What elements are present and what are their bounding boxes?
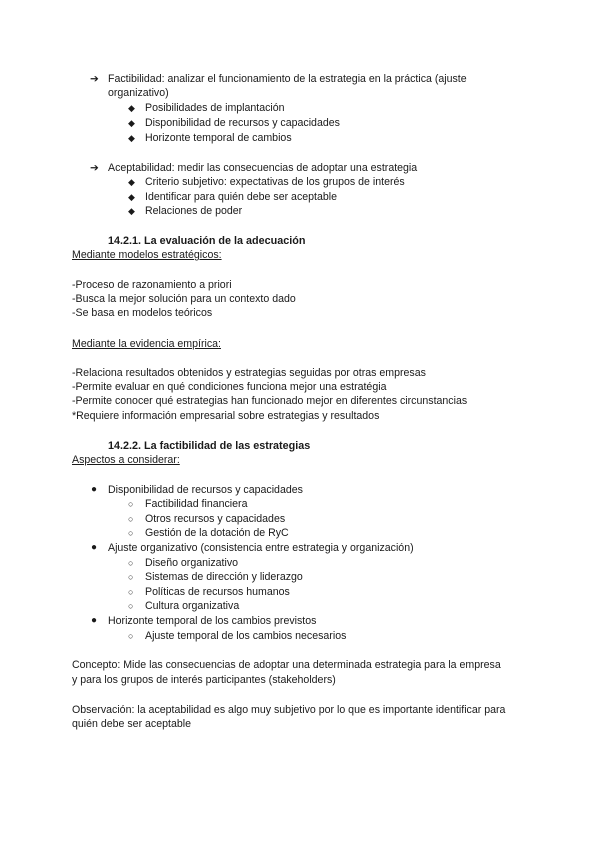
circle-bullet-icon: ○ — [128, 587, 134, 597]
concept-text: Concepto: Mide las consecuencias de adoptar una determinada estrategia para la empresa — [72, 659, 501, 671]
list-item: Diseño organizativo — [145, 557, 239, 569]
circle-bullet-icon: ○ — [128, 514, 134, 524]
list-item: Posibilidades de implantación — [145, 102, 285, 114]
diamond-bullet-icon: ◆ — [128, 192, 135, 202]
list-item: -Busca la mejor solución para un contexto dado — [72, 293, 296, 305]
list-item: Identificar para quién debe ser aceptable — [145, 191, 337, 203]
circle-bullet-icon: ○ — [128, 572, 134, 582]
arrow-bullet-icon: ➔ — [90, 162, 99, 174]
list-item: Criterio subjetivo: expectativas de los grupos de interés — [145, 176, 405, 188]
section-title: 14.2.1. La evaluación de la adecuación — [108, 235, 306, 247]
acceptability-heading: Aceptabilidad: medir las consecuencias de adoptar una estrategia — [108, 162, 418, 174]
list-item: *Requiere información empresarial sobre estrategias y resultados — [72, 410, 380, 422]
disc-bullet-icon: ● — [91, 542, 98, 553]
list-item: -Permite conocer qué estrategias han funcionado mejor en diferentes circunstancias — [72, 395, 468, 407]
disc-bullet-icon: ● — [91, 615, 98, 626]
list-item: Sistemas de dirección y liderazgo — [145, 571, 303, 583]
list-item: -Relaciona resultados obtenidos y estrategias seguidas por otras empresas — [72, 367, 426, 379]
list-item: -Permite evaluar en qué condiciones funciona mejor una estratégia — [72, 381, 387, 393]
list-item: Políticas de recursos humanos — [145, 586, 290, 598]
arrow-bullet-icon: ➔ — [90, 73, 99, 85]
subheading: Mediante la evidencia empírica: — [72, 338, 221, 350]
circle-bullet-icon: ○ — [128, 499, 134, 509]
subheading: Aspectos a considerar: — [72, 454, 180, 466]
observation-text: Observación: la aceptabilidad es algo muy subjetivo por lo que es importante identificar para — [72, 704, 506, 716]
circle-bullet-icon: ○ — [128, 528, 134, 538]
circle-bullet-icon: ○ — [128, 558, 134, 568]
diamond-bullet-icon: ◆ — [128, 118, 135, 128]
list-item: Disponibilidad de recursos y capacidades — [145, 117, 340, 129]
list-item: Cultura organizativa — [145, 600, 240, 612]
diamond-bullet-icon: ◆ — [128, 103, 135, 113]
feasibility-heading-cont: organizativo) — [108, 87, 169, 99]
diamond-bullet-icon: ◆ — [128, 206, 135, 216]
diamond-bullet-icon: ◆ — [128, 133, 135, 143]
list-item: Factibilidad financiera — [145, 498, 248, 510]
list-item: Otros recursos y capacidades — [145, 513, 286, 525]
list-item: Ajuste temporal de los cambios necesarios — [145, 630, 347, 642]
list-item: Horizonte temporal de los cambios previstos — [108, 615, 317, 627]
circle-bullet-icon: ○ — [128, 601, 134, 611]
diamond-bullet-icon: ◆ — [128, 177, 135, 187]
list-item: -Proceso de razonamiento a priori — [72, 279, 232, 291]
list-item: Gestión de la dotación de RyC — [145, 527, 289, 539]
subheading: Mediante modelos estratégicos: — [72, 249, 222, 261]
observation-text-cont: quién debe ser aceptable — [72, 718, 191, 730]
section-title: 14.2.2. La factibilidad de las estrategias — [108, 440, 311, 452]
feasibility-heading: Factibilidad: analizar el funcionamiento de la estrategia en la práctica (ajuste — [108, 73, 467, 85]
list-item: Relaciones de poder — [145, 205, 243, 217]
disc-bullet-icon: ● — [91, 484, 98, 495]
list-item: Ajuste organizativo (consistencia entre estrategia y organización) — [108, 542, 414, 554]
list-item: -Se basa en modelos teóricos — [72, 307, 213, 319]
list-item: Horizonte temporal de cambios — [145, 132, 292, 144]
concept-text-cont: y para los grupos de interés participantes (stakeholders) — [72, 674, 336, 686]
circle-bullet-icon: ○ — [128, 631, 134, 641]
list-item: Disponibilidad de recursos y capacidades — [108, 484, 303, 496]
